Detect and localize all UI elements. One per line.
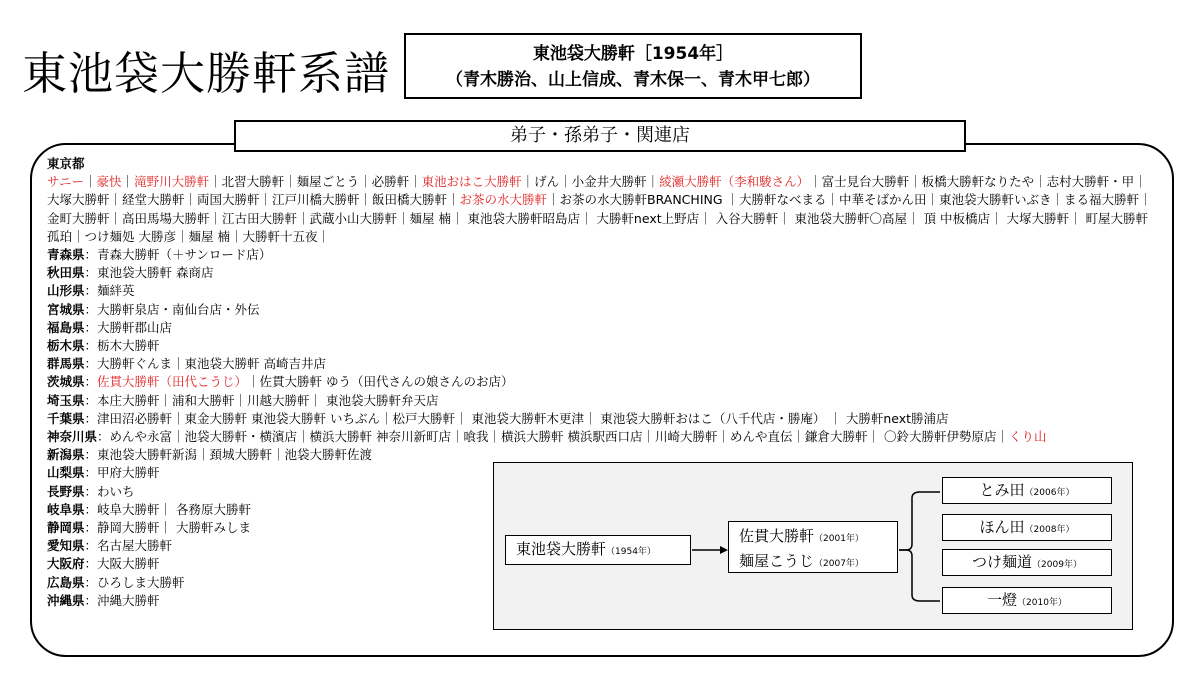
shop-names: ｜お茶の水大勝軒BRANCHING ｜大勝軒なべまる｜中華そばかん田｜東池袋大勝軒いぶき｜まる福大勝軒｜金町大勝軒｜高田馬場大勝軒｜江古田大勝軒｜武蔵小山大勝軒｜麺屋 楠｜ 東池袋大勝軒昭島店｜ 大勝軒next上野店｜ 入谷大勝軒｜ 東池袋大勝軒〇高屋｜ 頂 中板橋店｜ 大塚大勝軒｜ 町屋大勝軒孤珀｜つけ麺処 大勝彦｜麺屋 楠｜大勝軒十五夜｜ — [47, 192, 1152, 244]
shop-names: ：東池袋大勝軒 森商店 — [84, 265, 214, 281]
prefecture-name: 広島県 — [47, 574, 85, 590]
highlighted-shop: サニー — [47, 174, 85, 190]
prefecture-name: 宮城県 — [47, 301, 85, 317]
prefecture-name: 栃木県 — [47, 338, 85, 354]
prefecture-name: 福島県 — [47, 319, 85, 335]
lineage-root — [505, 535, 691, 565]
shop-names: ：甲府大勝軒 — [84, 465, 160, 481]
prefecture-name: 群馬県 — [47, 356, 85, 372]
lineage-child-name: ほん田 — [979, 518, 1025, 536]
prefecture-name: 長野県 — [47, 483, 85, 499]
brace-top — [899, 492, 940, 550]
prefecture-row — [47, 392, 1157, 410]
shop-names: ：津田沼必勝軒｜東金大勝軒 東池袋大勝軒 いちぶん｜松戸大勝軒｜ 東池袋大勝軒木更津｜ 東池袋大勝軒おはこ（八千代店・勝庵） ｜ 大勝軒next勝浦店 — [84, 410, 949, 426]
highlighted-shop: 滝野川大勝軒 — [134, 174, 210, 190]
shop-names: ｜北習大勝軒｜麺屋ごとう｜必勝軒｜ — [209, 174, 422, 190]
highlighted-shop: くり山 — [1008, 429, 1047, 445]
page-title: 東池袋大勝軒系譜 — [22, 47, 391, 100]
lineage-child-year: （2010年） — [1017, 598, 1067, 608]
shop-names: ：栃木大勝軒 — [84, 338, 160, 354]
lineage-middle-item — [739, 550, 897, 575]
prefecture-name: 青森県 — [47, 247, 85, 263]
prefecture-row — [47, 428, 1157, 446]
shop-names: ｜ — [84, 174, 97, 190]
shop-names: ：本庄大勝軒｜浦和大勝軒｜川越大勝軒｜ 東池袋大勝軒弁天店 — [84, 392, 439, 408]
lineage-middle-name: 佐貫大勝軒 — [739, 527, 815, 545]
founder-box — [404, 33, 862, 99]
root-arrow-head — [720, 546, 728, 554]
prefecture-row — [47, 373, 1157, 391]
highlighted-shop: 東池おはこ大勝軒 — [421, 174, 522, 190]
shop-names: ：沖縄大勝軒 — [84, 592, 160, 608]
shop-names: ：大勝軒泉店・南仙台店・外伝 — [84, 301, 260, 317]
shop-names: ：めんや永富｜池袋大勝軒・横濱店｜横浜大勝軒 神奈川新町店｜喰我｜横浜大勝軒 横浜駅西口店｜川崎大勝軒｜めんや直伝｜鎌倉大勝軒｜ 〇鈴大勝軒伊勢原店｜ — [97, 429, 1009, 445]
shop-names: ： — [84, 374, 98, 390]
highlighted-shop: 佐貫大勝軒（田代こうじ） — [97, 374, 248, 390]
shop-names: ｜佐貫大勝軒 ゆう（田代さんの娘さんのお店） — [247, 374, 514, 390]
shop-names: ：青森大勝軒（＋サンロード店） — [84, 247, 272, 263]
prefecture-row — [47, 319, 1157, 337]
prefecture-row — [47, 282, 1157, 300]
lineage-child-name: とみ田 — [979, 481, 1025, 499]
shop-names: ：東池袋大勝軒新潟｜頚城大勝軒｜池袋大勝軒佐渡 — [84, 447, 373, 463]
shop-names: ：名古屋大勝軒 — [84, 538, 173, 554]
prefecture-name: 静岡県 — [47, 520, 85, 536]
shop-names: ：大勝軒郡山店 — [84, 319, 173, 335]
lineage-middle — [728, 521, 898, 573]
tokyo-label: 東京都 — [47, 156, 85, 171]
prefecture-name: 茨城県 — [47, 374, 85, 390]
shop-names: ：大勝軒ぐんま｜東池袋大勝軒 高崎吉井店 — [84, 356, 326, 372]
shop-names: ：大阪大勝軒 — [84, 556, 160, 572]
lineage-middle-year: （2007年） — [814, 559, 864, 569]
prefecture-name: 秋田県 — [47, 265, 85, 281]
prefecture-name: 山梨県 — [47, 465, 85, 481]
lineage-middle-year: （2001年） — [814, 534, 864, 544]
lineage-child-name: つけ麺道 — [972, 553, 1033, 571]
shop-names: ：麺絆英 — [84, 283, 135, 299]
prefecture-name: 愛知県 — [47, 538, 85, 554]
lineage-child — [942, 477, 1112, 504]
prefecture-name: 埼玉県 — [47, 392, 85, 408]
lineage-child-year: （2006年） — [1024, 488, 1075, 498]
lineage-child — [942, 514, 1112, 541]
lineage-child-name: 一燈 — [987, 591, 1018, 609]
prefecture-row — [47, 246, 1157, 264]
shop-names: ｜げん｜小金井大勝軒｜ — [521, 174, 660, 190]
shop-names: ：岐阜大勝軒｜ 各務原大勝軒 — [84, 501, 251, 517]
lineage-root-name: 東池袋大勝軒 — [516, 540, 607, 558]
prefecture-row — [47, 264, 1157, 282]
highlighted-shop: 綾瀬大勝軒（李和駿さん） — [659, 174, 810, 190]
prefecture-name: 沖縄県 — [47, 592, 85, 608]
shop-names: ｜ — [121, 174, 135, 190]
prefecture-row — [47, 355, 1157, 373]
lineage-middle-name: 麺屋こうじ — [739, 552, 815, 570]
prefecture-name: 千葉県 — [47, 410, 85, 426]
prefecture-name: 新潟県 — [47, 447, 85, 463]
shop-names: ：わいち — [84, 483, 135, 499]
lineage-child — [942, 549, 1112, 576]
prefecture-name: 岐阜県 — [47, 501, 85, 517]
highlighted-shop: 豪快 — [96, 174, 122, 190]
prefecture-row — [47, 337, 1157, 355]
shop-names: ｜富士見台大勝軒｜板橋大勝軒なりたや｜志村大勝軒・甲｜大塚大勝軒｜経堂大勝軒｜両国大勝軒｜江戸川橋大勝軒｜飯田橋大勝軒｜ — [47, 174, 1147, 208]
section-heading: 弟子・孫弟子・関連店 — [234, 120, 966, 152]
lineage-child — [942, 587, 1112, 614]
founder-members: （青木勝治、山上信成、青木保一、青木甲七郎） — [446, 70, 820, 90]
prefecture-name: 大阪府 — [47, 556, 85, 572]
lineage-child-year: （2008年） — [1024, 525, 1075, 535]
prefecture-row — [47, 301, 1157, 319]
lineage-diagram — [493, 462, 1133, 630]
shop-names: ：静岡大勝軒｜ 大勝軒みしま — [84, 520, 251, 536]
lineage-root-year: （1954年） — [606, 547, 656, 557]
prefecture-name: 神奈川県 — [47, 429, 98, 445]
highlighted-shop: お茶の水大勝軒 — [459, 192, 548, 208]
prefecture-name: 山形県 — [47, 283, 85, 299]
lineage-child-year: （2009年） — [1032, 560, 1082, 570]
tokyo-shops — [47, 173, 1157, 246]
lineage-middle-item — [739, 525, 897, 550]
prefecture-row — [47, 410, 1157, 428]
brace-bottom — [899, 550, 940, 601]
founder-name: 東池袋大勝軒［1954年］ — [532, 44, 734, 64]
shop-names: ：ひろしま大勝軒 — [84, 574, 185, 590]
